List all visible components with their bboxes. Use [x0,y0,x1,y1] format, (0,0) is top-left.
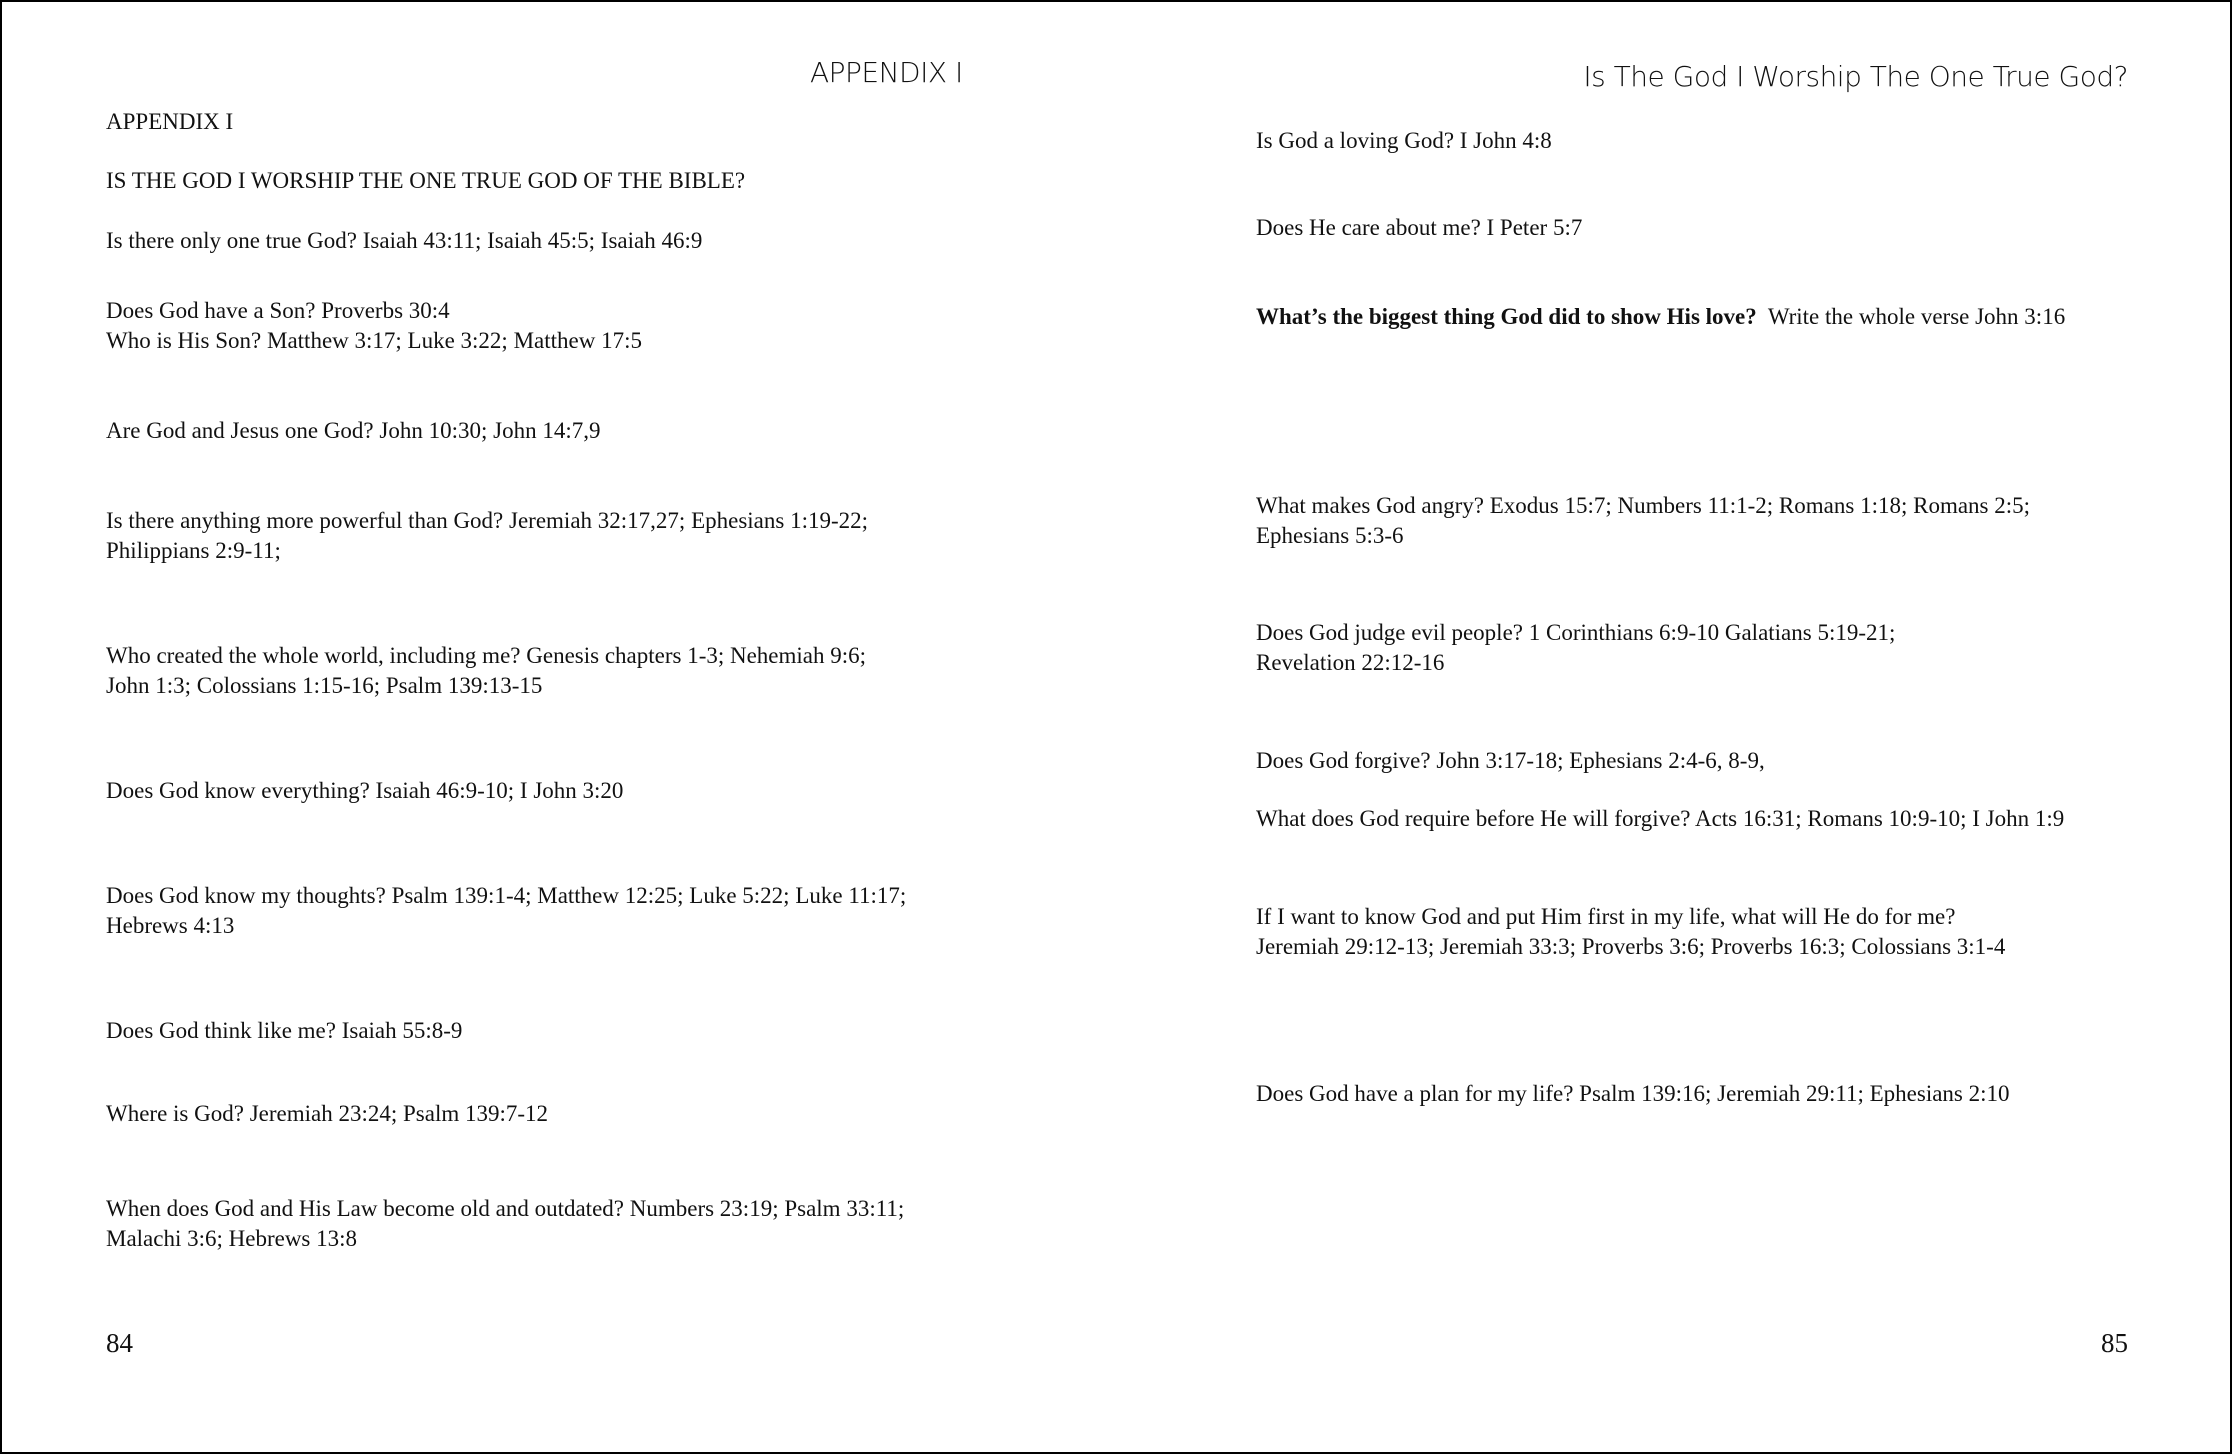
question-line: What makes God angry? Exodus 15:7; Numbers 11:1-2; Romans 1:18; Romans 2:5; [1256,493,2031,518]
question-line: Malachi 3:6; Hebrews 13:8 [106,1226,358,1251]
question-line: Philippians 2:9-11; [106,538,281,563]
question-line: Does God know everything? Isaiah 46:9-10; I John 3:20 [106,778,624,803]
question-line: Is God a loving God? I John 4:8 [1256,128,1552,153]
question-line: Does God have a plan for my life? Psalm 139:16; Jeremiah 29:11; Ephesians 2:10 [1256,1081,2010,1106]
question-line: Is there anything more powerful than God? Jeremiah 32:17,27; Ephesians 1:19-22; [106,508,869,533]
question-line: Are God and Jesus one God? John 10:30; John 14:7,9 [106,418,601,443]
right-running-head: Is The God I Worship The One True God? [1583,60,2128,93]
bold-question: What’s the biggest thing God did to show His love? [1256,304,1757,329]
question-line: Does He care about me? I Peter 5:7 [1256,215,1583,240]
question-line [1256,302,2065,332]
question-line: Hebrews 4:13 [106,913,235,938]
question-line: Who created the whole world, including me? Genesis chapters 1-3; Nehemiah 9:6; [106,643,867,668]
question-line: Does God forgive? John 3:17-18; Ephesians 2:4-6, 8-9, [1256,748,1765,773]
question-line: Where is God? Jeremiah 23:24; Psalm 139:7-12 [106,1101,549,1126]
question-line: Revelation 22:12-16 [1256,650,1445,675]
appendix-subtitle: IS THE GOD I WORSHIP THE ONE TRUE GOD OF THE BIBLE? [106,168,746,193]
question-line: If I want to know God and put Him first in my life, what will He do for me? [1256,904,1956,929]
question-line: Ephesians 5:3-6 [1256,523,1404,548]
question-line: Who is His Son? Matthew 3:17; Luke 3:22; Matthew 17:5 [106,328,642,353]
left-page [2,2,1116,1452]
question-line: Is there only one true God? Isaiah 43:11; Isaiah 45:5; Isaiah 46:9 [106,228,703,253]
left-running-head: APPENDIX I [810,56,963,89]
question-line: John 1:3; Colossians 1:15-16; Psalm 139:13-15 [106,673,543,698]
page-number: 85 [2101,1328,2128,1358]
question-line: When does God and His Law become old and outdated? Numbers 23:19; Psalm 33:11; [106,1196,905,1221]
question-instruction: Write the whole verse John 3:16 [1756,304,2066,329]
question-line: Does God know my thoughts? Psalm 139:1-4; Matthew 12:25; Luke 5:22; Luke 11:17; [106,883,907,908]
right-page [1116,2,2230,1452]
question-line: Does God have a Son? Proverbs 30:4 [106,298,450,323]
appendix-title: APPENDIX I [106,109,234,134]
question-line: Does God think like me? Isaiah 55:8-9 [106,1018,463,1043]
page-number: 84 [106,1328,133,1358]
question-line: Does God judge evil people? 1 Corinthians 6:9-10 Galatians 5:19-21; [1256,620,1896,645]
question-line: Jeremiah 29:12-13; Jeremiah 33:3; Proverbs 3:6; Proverbs 16:3; Colossians 3:1-4 [1256,934,2006,959]
question-line: What does God require before He will forgive? Acts 16:31; Romans 10:9-10; I John 1:9 [1256,806,2065,831]
